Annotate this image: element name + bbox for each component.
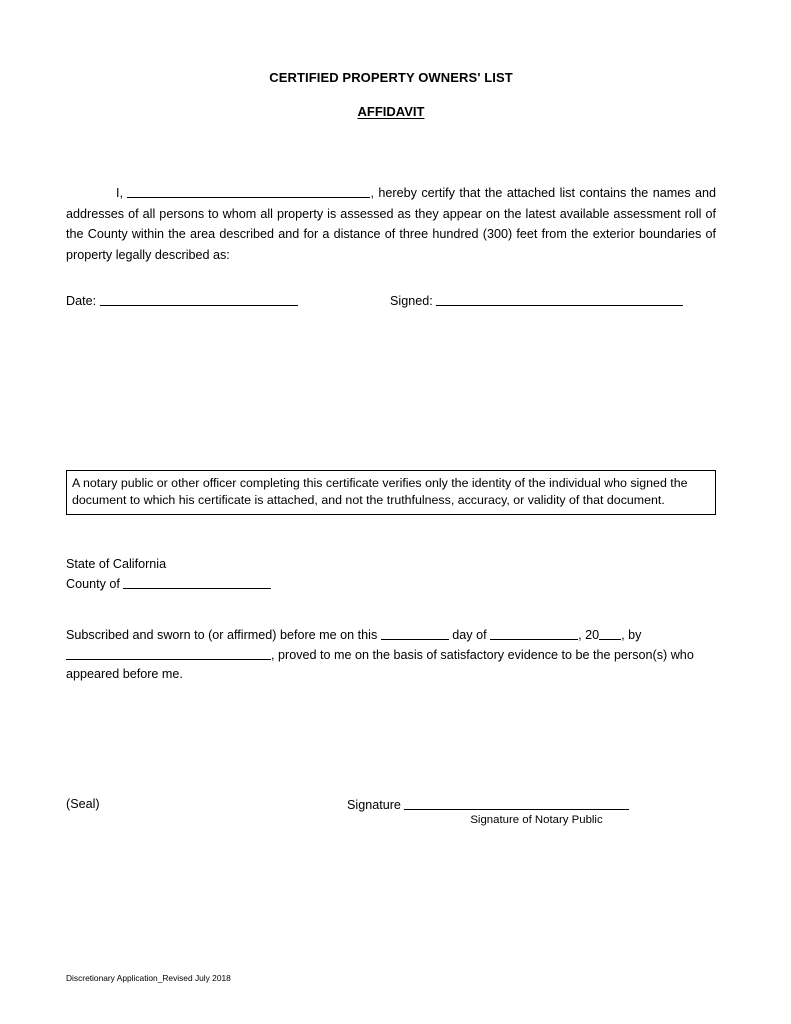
subscribed-part3: , 20 xyxy=(578,628,600,642)
certify-body: , hereby certify that the attached list contains the names and addresses of all persons to whom all property is assessed as they appear on the latest available assessment roll of the County within the area described and for a distance of three hundred (300) feet from the exterior boundaries of property legally described as: xyxy=(66,186,716,262)
subscribed-paragraph xyxy=(66,626,716,685)
notary-signature-blank[interactable] xyxy=(404,797,629,810)
signed-field-group xyxy=(390,293,683,308)
document-subtitle xyxy=(66,104,716,119)
certify-lead: I, xyxy=(116,186,123,200)
date-blank[interactable] xyxy=(100,293,298,306)
venue-block xyxy=(66,554,716,594)
page-title: CERTIFIED PROPERTY OWNERS' LIST xyxy=(269,70,513,85)
notary-disclosure-box xyxy=(66,470,716,515)
certification-paragraph xyxy=(66,183,716,265)
county-label: County of xyxy=(66,577,120,591)
state-line: State of California xyxy=(66,557,167,571)
seal-label: (Seal) xyxy=(66,797,100,811)
notary-signature-label: Signature xyxy=(347,798,401,812)
date-signed-row xyxy=(66,293,716,313)
seal-signature-row xyxy=(66,797,716,837)
year-blank[interactable] xyxy=(599,628,621,640)
signed-label: Signed: xyxy=(390,294,433,308)
footer-text: Discretionary Application_Revised July 2018 xyxy=(66,973,231,983)
county-blank[interactable] xyxy=(123,576,271,589)
month-blank[interactable] xyxy=(490,627,578,640)
county-line xyxy=(66,574,716,594)
notary-signature-group xyxy=(347,797,629,812)
person-name-blank[interactable] xyxy=(66,647,271,660)
notary-signature-caption: Signature of Notary Public xyxy=(470,814,603,826)
affiant-name-blank[interactable] xyxy=(127,185,370,198)
subscribed-part2: day of xyxy=(452,628,487,642)
date-field-group xyxy=(66,293,298,308)
subscribed-part4: , by xyxy=(621,628,642,642)
subscribed-part5: , proved to me on the basis of satisfactory evidence to be the person(s) who appeared before me. xyxy=(66,647,694,681)
subscribed-part1: Subscribed and sworn to (or affirmed) before me on this xyxy=(66,628,378,642)
notary-disclosure-text: A notary public or other officer completing this certificate verifies only the identity of the individual who signed the document to which his certificate is attached, and not the truthfulness, accuracy, or validity of that document. xyxy=(72,476,688,508)
document-subtitle-text: AFFIDAVIT xyxy=(357,104,425,119)
date-label: Date: xyxy=(66,294,97,308)
signed-blank[interactable] xyxy=(436,293,683,306)
day-blank[interactable] xyxy=(381,627,449,640)
